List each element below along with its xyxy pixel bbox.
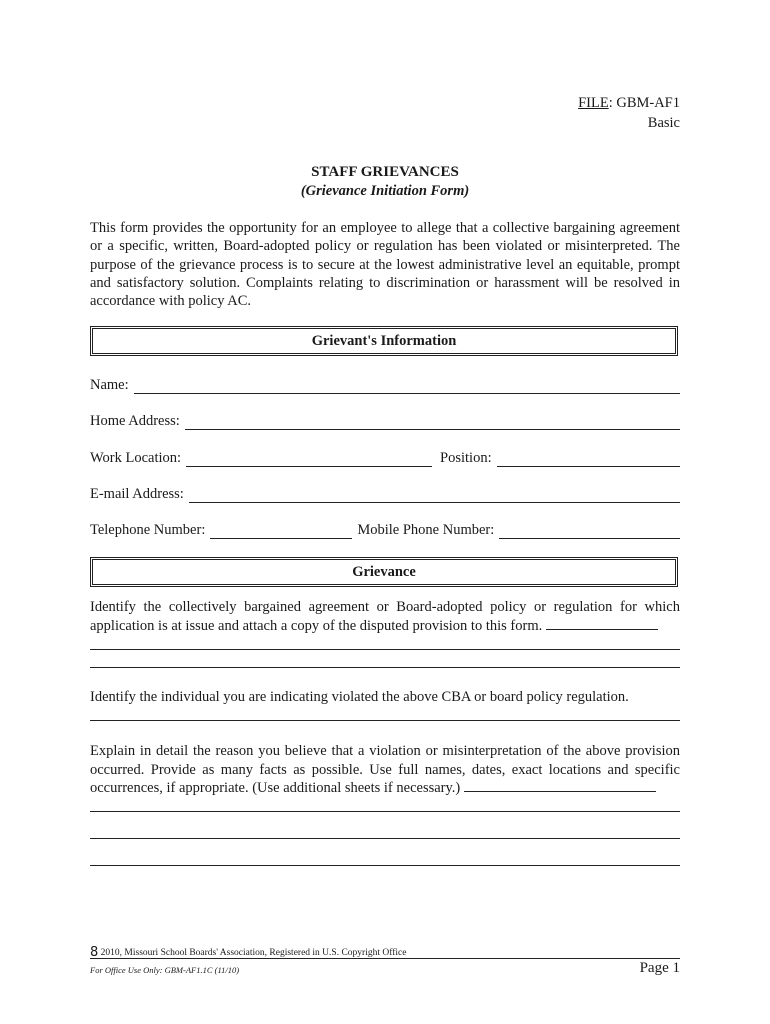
work-location-field[interactable] [186,452,432,467]
email-row [90,483,680,503]
agreement-answer-line[interactable] [90,667,680,668]
agreement-answer-field[interactable] [546,628,658,630]
individual-answer-line[interactable] [90,720,680,721]
name-row [90,374,680,394]
file-type: Basic [647,115,680,131]
work-location-label: Work Location: [90,450,182,466]
explanation-answer-line[interactable] [90,865,680,866]
home-address-field[interactable] [185,415,680,430]
phone-row [90,519,680,539]
home-address-label: Home Address: [90,413,180,429]
email-label: E-mail Address: [90,486,184,502]
question-individual: Identify the individual you are indicating violated the above CBA or board policy regulation. [90,689,629,705]
form-title: STAFF GRIEVANCES [311,164,459,180]
form-page [90,0,680,1024]
position-label: Position: [440,450,492,466]
question-explanation-text: Explain in detail the reason you believe that a violation or misinterpretation of the above provision occurred. Provide as many facts as possible. Use full names, dates, exact locations and specific occurrences, if appropriate. (Use additional sheets if necessary.) [90,743,680,796]
intro-paragraph: This form provides the opportunity for an employee to allege that a collective bargaining agreement or a specific, written, Board-adopted policy or regulation has been violated or misinterpreted. The purpose of the grievance process is to secure at the lowest administrative level an equitable, prompt and satisfactory solution. Complaints relating to discrimination or harassment will be resolved in accordance with policy AC. [90,220,680,310]
file-label: FILE [578,95,609,111]
position-field[interactable] [497,452,680,467]
name-label: Name: [90,377,129,393]
telephone-field[interactable] [210,524,352,539]
explanation-answer-field[interactable] [464,790,656,792]
explanation-answer-line[interactable] [90,838,680,839]
form-subtitle: (Grievance Initiation Form) [300,183,470,199]
footer-divider [90,958,680,959]
copyright-text: 2010, Missouri School Boards' Association, Registered in U.S. Copyright Office [98,948,407,958]
grievance-heading: Grievance [90,557,678,587]
file-code: : GBM-AF1 [608,95,680,111]
question-agreement [90,598,680,635]
agreement-answer-line[interactable] [90,649,680,650]
mobile-label: Mobile Phone Number: [357,522,495,538]
grievant-info-heading: Grievant's Information [90,326,678,356]
mobile-field[interactable] [499,524,680,539]
work-position-row [90,447,680,467]
explanation-answer-line[interactable] [90,811,680,812]
page-number: Page 1 [639,960,680,976]
telephone-label: Telephone Number: [90,522,206,538]
copyright-symbol: 8 [90,945,99,960]
question-agreement-text: Identify the collectively bargained agreement or Board-adopted policy or regulation for which application is at issue and attach a copy of the disputed provision to this form. [90,599,680,634]
home-address-row [90,410,680,430]
office-use-note: For Office Use Only: GBM-AF1.1C (11/10) [90,965,240,975]
question-explanation [90,742,680,798]
name-field[interactable] [134,379,680,394]
email-field[interactable] [189,488,680,503]
file-reference [578,93,680,133]
